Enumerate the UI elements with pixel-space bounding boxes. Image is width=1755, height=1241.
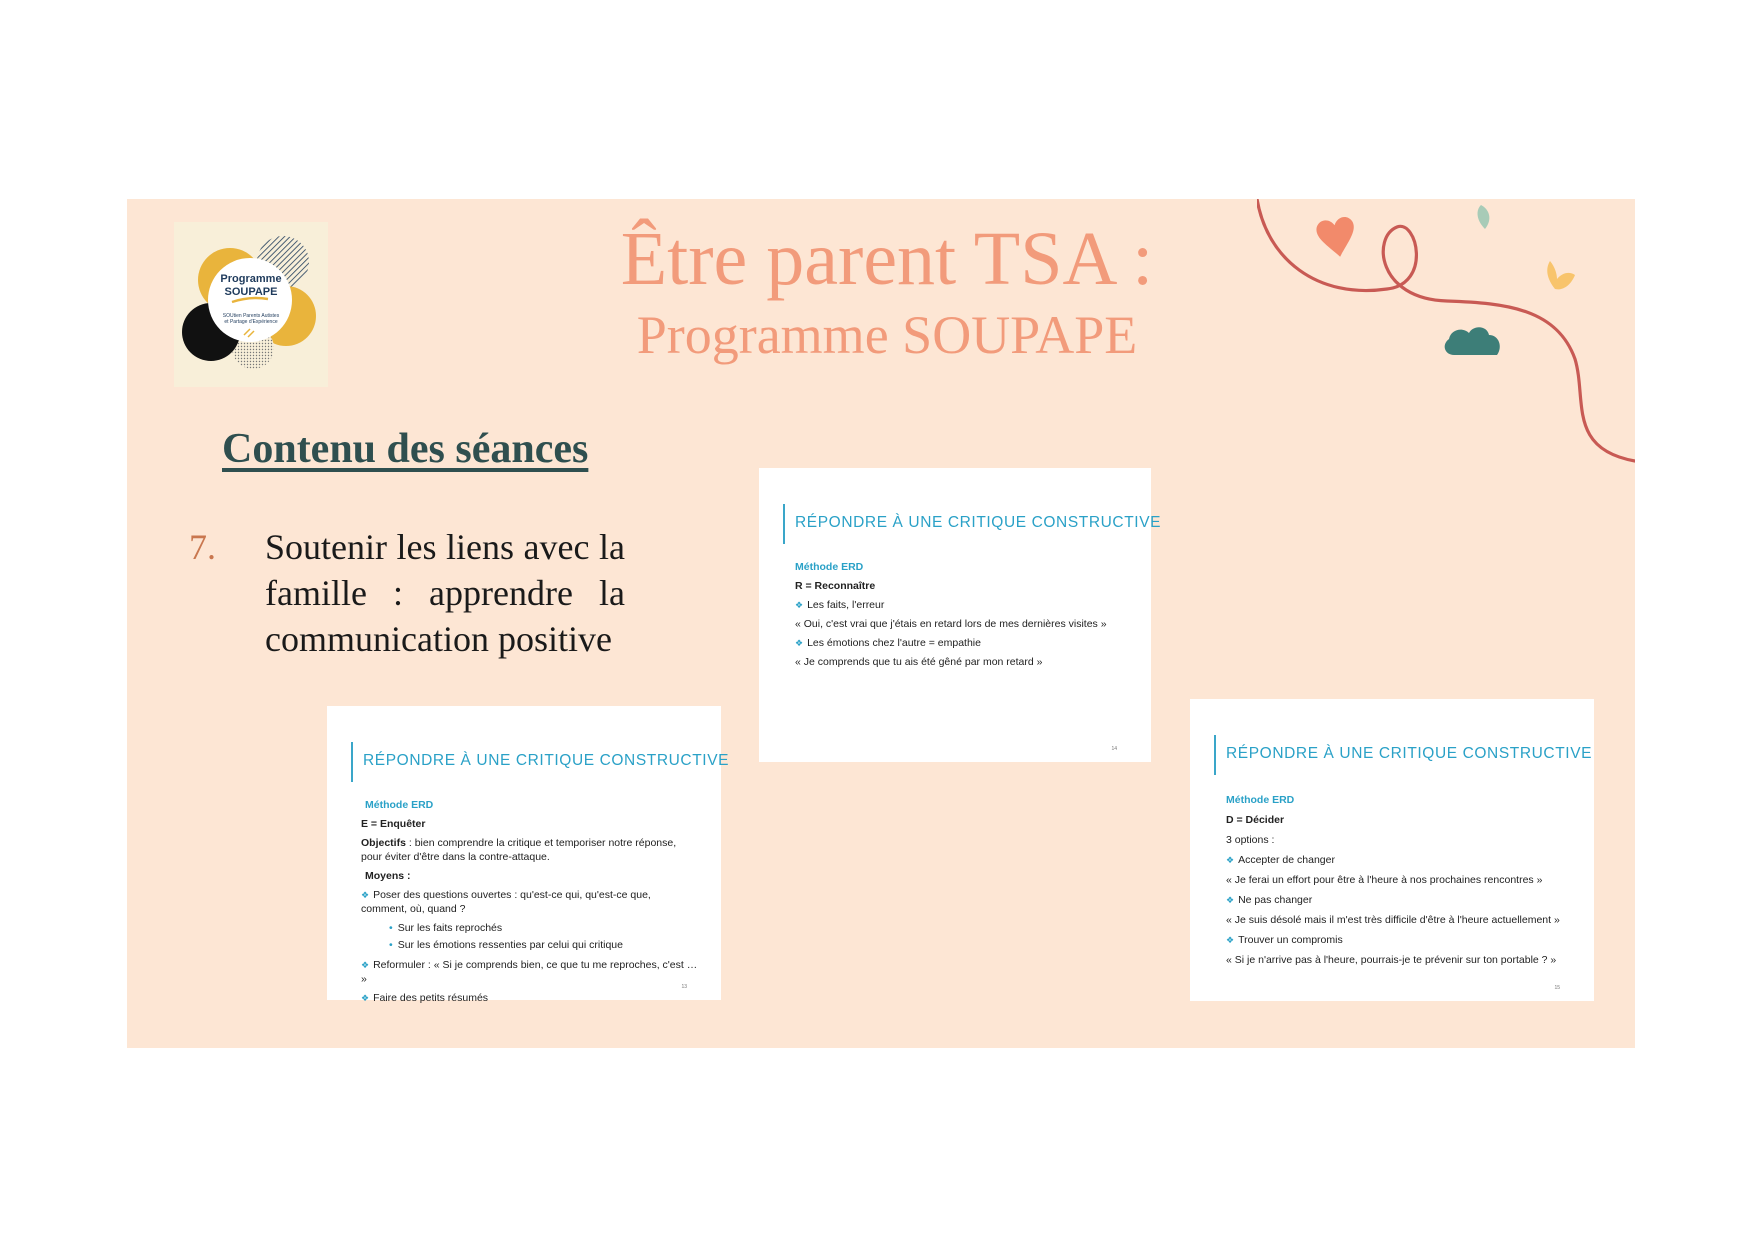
slide xyxy=(127,199,1635,1048)
card-body xyxy=(361,798,699,1010)
card-subbullet: • Sur les émotions ressenties par celui qui critique xyxy=(389,938,699,952)
card-step: E = Enquêter xyxy=(361,818,426,830)
slide-title: Être parent TSA : xyxy=(620,217,1154,301)
card-decider xyxy=(1190,699,1594,1001)
leaf-icon xyxy=(1478,205,1490,229)
card-bullet: ❖ Poser des questions ouvertes : qu'est-ce qui, qu'est-ce que, comment, où, quand ? xyxy=(361,888,699,916)
card-accent-bar xyxy=(351,742,353,782)
card-quote: « Si je n'arrive pas à l'heure, pourrais-je te prévenir sur ton portable ? » xyxy=(1226,954,1557,966)
card-method: Méthode ERD xyxy=(1226,794,1295,806)
logo-word-soupape: SOUPAPE xyxy=(224,286,278,298)
soupape-logo xyxy=(174,222,328,387)
logo-word-programme: Programme xyxy=(220,273,282,285)
logo-tagline-2: et Partage d'Expérience xyxy=(224,319,278,325)
card-accent-bar xyxy=(783,504,785,544)
card-quote: « Je ferai un effort pour être à l'heure à nos prochaines rencontres » xyxy=(1226,874,1543,886)
logo-circles-graphic xyxy=(174,222,328,387)
logo-tagline-1: SOUtien Parents Autistes xyxy=(222,313,280,319)
card-enqueter xyxy=(327,706,730,1004)
bush-icon xyxy=(1445,327,1500,355)
card-bullet: ❖ Ne pas changer xyxy=(1226,893,1576,907)
card-step: R = Reconnaître xyxy=(795,580,876,592)
card-bullet: ❖ Accepter de changer xyxy=(1226,853,1576,867)
card-title: RÉPONDRE À UNE CRITIQUE CONSTRUCTIVE xyxy=(363,752,730,769)
card-page-number: 13 xyxy=(681,984,687,990)
card-subbullet: • Sur les faits reprochés xyxy=(389,921,699,935)
card-bullet: ❖ Les faits, l'erreur xyxy=(795,598,1133,612)
card-body xyxy=(1226,793,1576,972)
card-title: RÉPONDRE À UNE CRITIQUE CONSTRUCTIVE xyxy=(1226,745,1593,762)
objectifs-text: : bien comprendre la critique et temporiser notre réponse, pour éviter d'être dans la contre-attaque. xyxy=(361,837,677,863)
card-body xyxy=(795,560,1133,674)
card-moyens: Moyens : xyxy=(365,870,411,882)
card-options: 3 options : xyxy=(1226,834,1275,846)
card-quote: « Je comprends que tu ais été gêné par mon retard » xyxy=(795,656,1043,668)
objectifs-label: Objectifs xyxy=(361,837,406,849)
card-accent-bar xyxy=(1214,735,1216,775)
card-method: Méthode ERD xyxy=(365,799,434,811)
yellow-leaf-icon xyxy=(1547,261,1575,289)
card-step: D = Décider xyxy=(1226,814,1285,826)
card-page-number: 15 xyxy=(1554,985,1560,991)
card-bullet: ❖ Faire des petits résumés xyxy=(361,991,699,1005)
card-bullet: ❖ Trouver un compromis xyxy=(1226,933,1576,947)
swirl-line xyxy=(1257,199,1635,461)
decorative-swirl-illustration xyxy=(1257,199,1635,479)
card-bullet: ❖ Reformuler : « Si je comprends bien, ce que tu me reproches, c'est … » xyxy=(361,958,699,986)
card-bullet: ❖ Les émotions chez l'autre = empathie xyxy=(795,636,1133,650)
heart-icon xyxy=(1315,216,1359,260)
logo-tagline xyxy=(214,313,288,325)
card-page-number: 14 xyxy=(1111,746,1117,752)
card-reconnaitre xyxy=(759,468,1162,762)
section-heading: Contenu des séances xyxy=(222,426,589,472)
card-quote: « Je suis désolé mais il m'est très difficile d'être à l'heure actuellement » xyxy=(1226,914,1560,926)
slide-subtitle: Programme SOUPAPE xyxy=(636,305,1138,365)
list-item-number: 7. xyxy=(189,527,216,567)
card-title: RÉPONDRE À UNE CRITIQUE CONSTRUCTIVE xyxy=(795,514,1162,531)
card-quote: « Oui, c'est vrai que j'étais en retard lors de mes dernières visites » xyxy=(795,618,1107,630)
list-item-text: Soutenir les liens avec la famille : apprendre la communication positive xyxy=(265,527,625,659)
card-objectifs xyxy=(361,836,699,864)
card-method: Méthode ERD xyxy=(795,561,864,573)
